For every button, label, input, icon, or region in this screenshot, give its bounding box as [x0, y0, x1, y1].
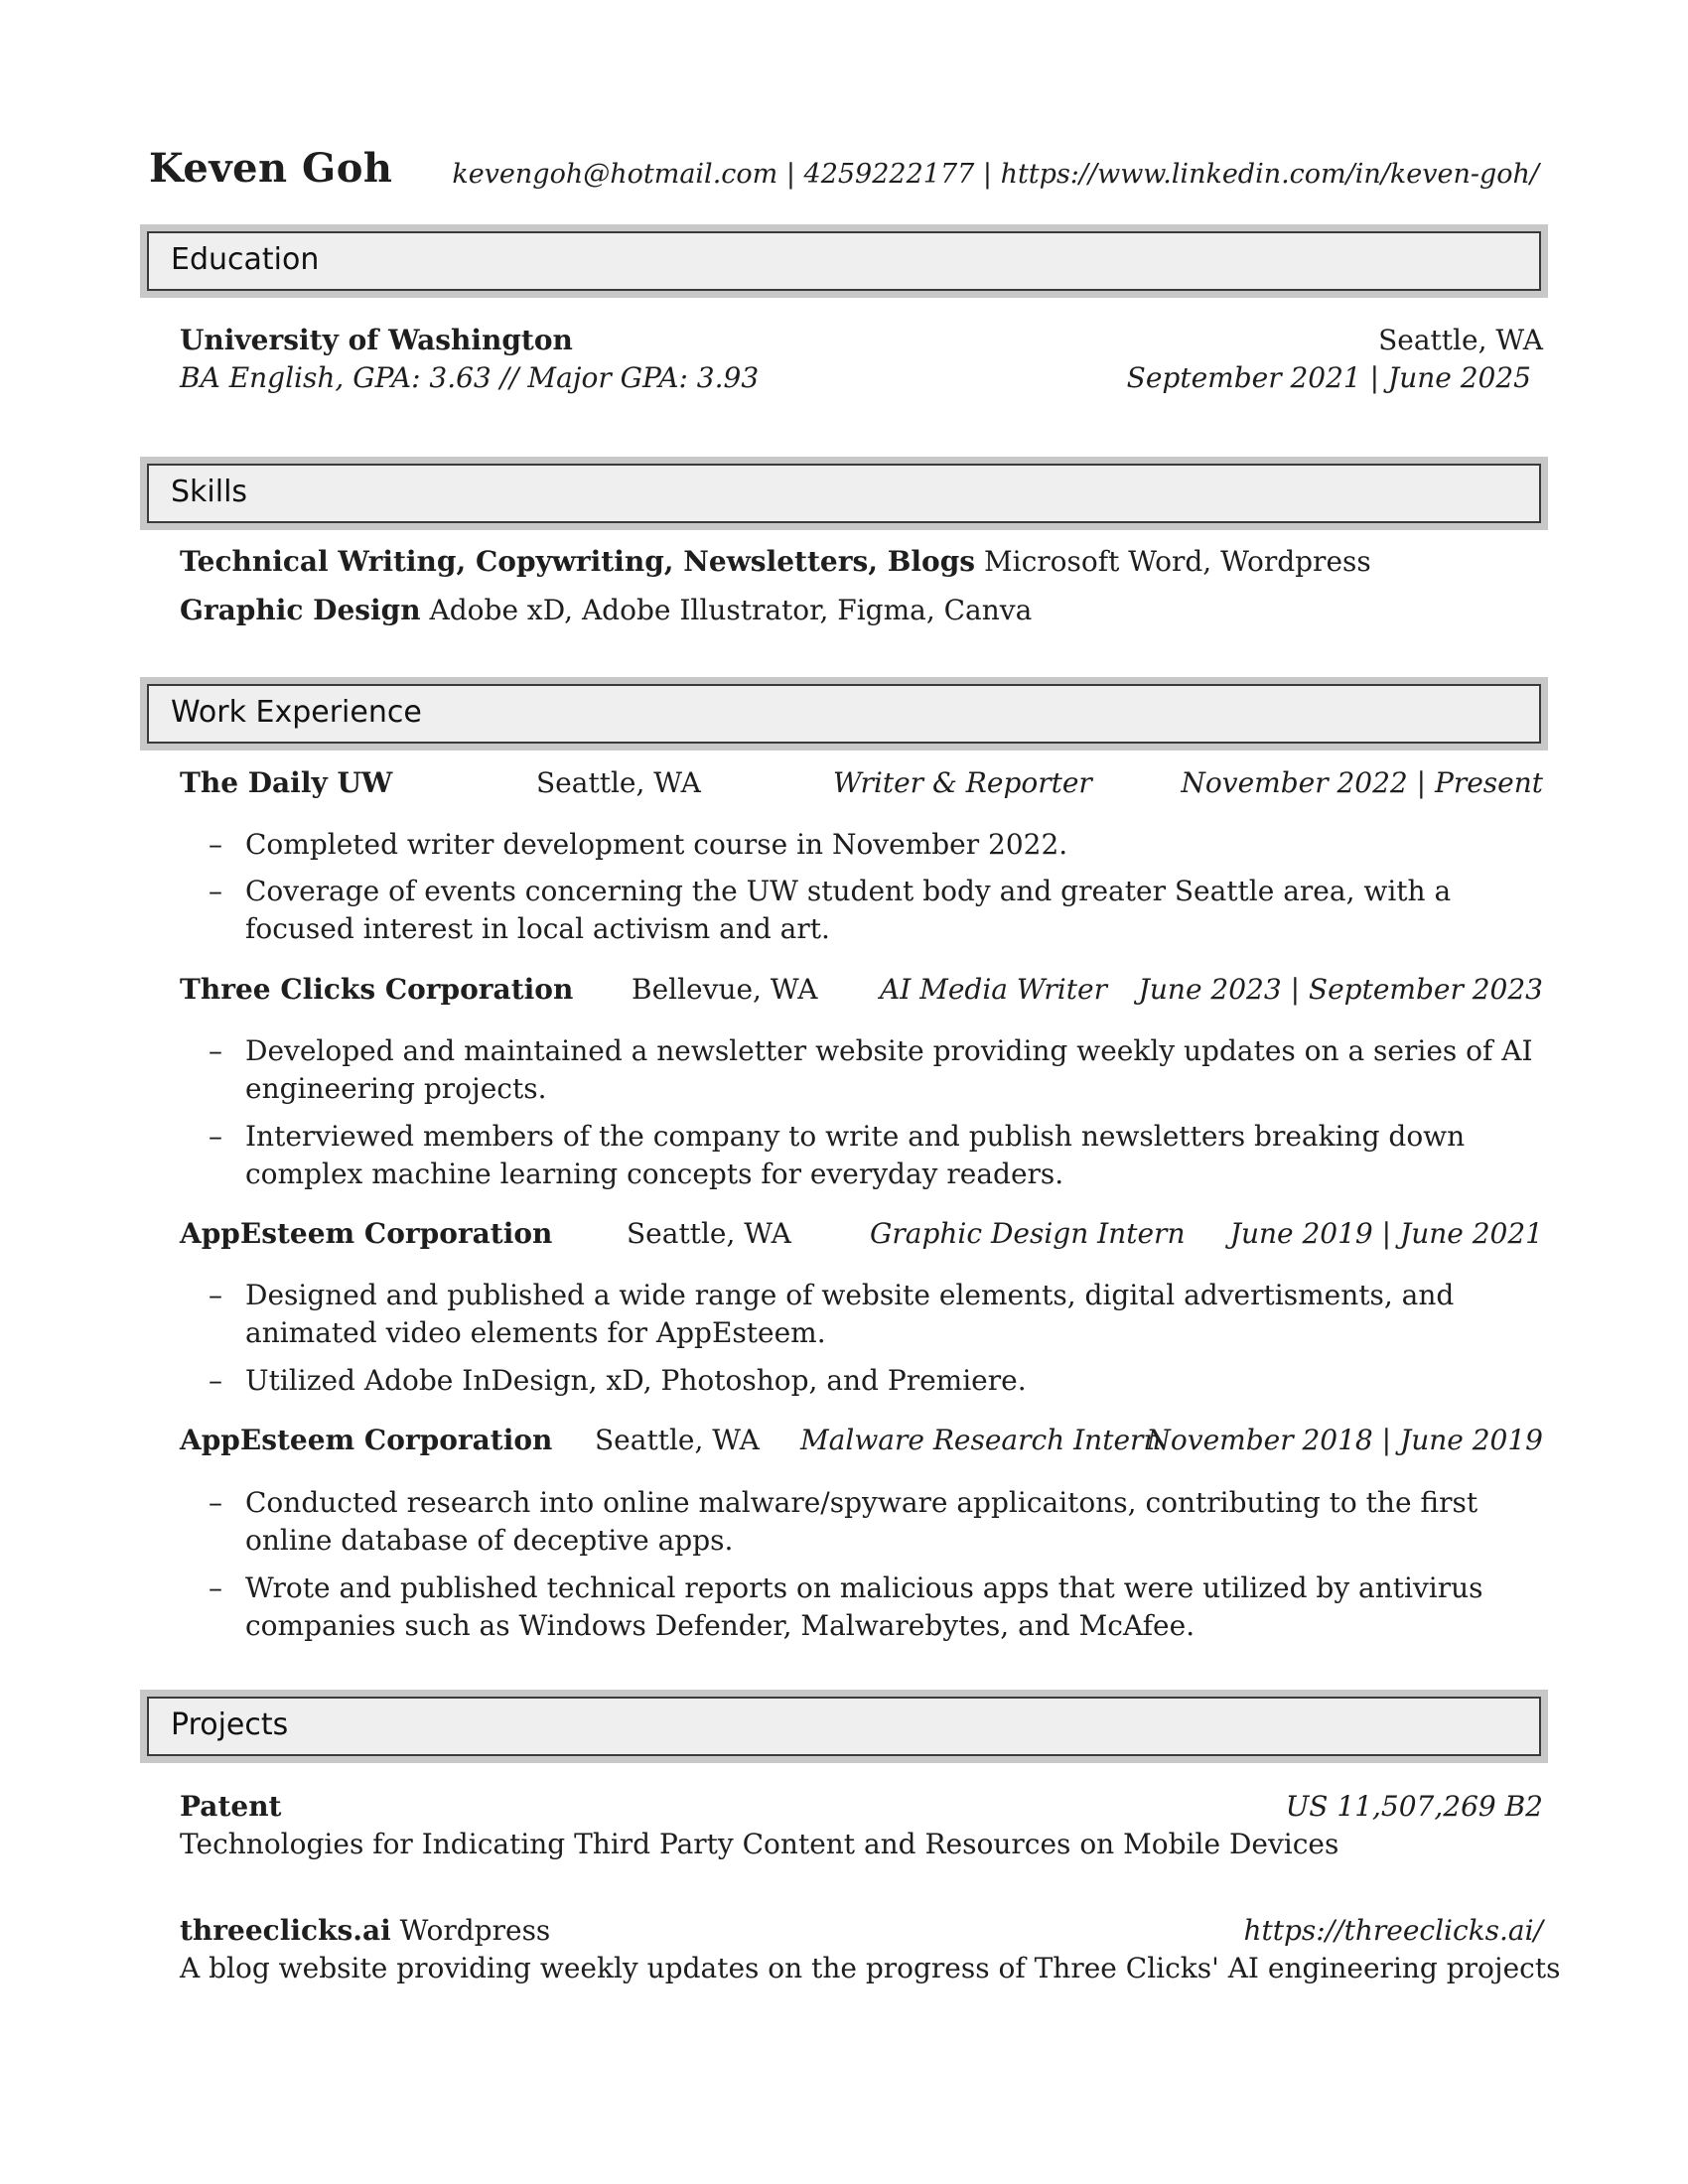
job-company: AppEsteem Corporation	[180, 1424, 553, 1456]
job-role: AI Media Writer	[880, 973, 1107, 1006]
dash-icon: –	[209, 1571, 222, 1604]
job-role: Graphic Design Intern	[870, 1217, 1186, 1250]
education-dates: September 2021 | June 2025	[1126, 361, 1531, 394]
dash-icon: –	[209, 875, 222, 907]
section-header-work	[140, 677, 1548, 751]
skill-value: Adobe xD, Adobe Illustrator, Figma, Canva	[429, 594, 1033, 626]
section-title: Work Experience	[171, 695, 422, 730]
job-role: Writer & Reporter	[833, 766, 1092, 799]
dash-icon: –	[209, 1486, 222, 1519]
section-title: Skills	[171, 475, 248, 509]
job-location: Seattle, WA	[536, 766, 701, 799]
job-company: The Daily UW	[180, 766, 393, 799]
project-desc: Technologies for Indicating Third Party Content and Resources on Mobile Devices	[180, 1828, 1339, 1860]
project-title-group	[180, 1914, 550, 1947]
section-title: Projects	[171, 1707, 289, 1742]
school-name: University of Washington	[180, 324, 573, 356]
section-title: Education	[171, 242, 320, 277]
project-desc: A blog website providing weekly updates on the progress of Three Clicks' AI engineering projects	[180, 1952, 1561, 1984]
skill-label: Technical Writing, Copywriting, Newsletters, Blogs	[180, 545, 976, 578]
project-link[interactable]: https://threeclicks.ai/	[1243, 1914, 1543, 1947]
dash-icon: –	[209, 1279, 222, 1311]
skill-label: Graphic Design	[180, 594, 421, 626]
job-company: AppEsteem Corporation	[180, 1217, 553, 1250]
school-location: Seattle, WA	[1378, 324, 1543, 356]
job-dates: November 2022 | Present	[1181, 766, 1543, 799]
job-location: Bellevue, WA	[632, 973, 818, 1006]
degree: BA English, GPA: 3.63 // Major GPA: 3.93	[180, 361, 760, 394]
job-location: Seattle, WA	[595, 1424, 760, 1456]
section-header-skills	[140, 457, 1548, 530]
skill-row	[180, 594, 1543, 626]
job-dates: June 2019 | June 2021	[1229, 1217, 1543, 1250]
job-dates: June 2023 | September 2023	[1138, 973, 1543, 1006]
resume-page: Keven Goh kevengoh@hotmail.com | 4259222177 | https://www.linkedin.com/in/keven-goh/ Education University of Washington Seattle, WA BA English, GPA: 3.63 // Major GPA: 3.93 September 2021 | June 2025 Skills Technical Writing, Copywriting, Newsletters, Blogs Microsoft Word, Wordpress Graphic Design Adobe xD, Adobe Illustrator, Figma, Canva Work Experience The Daily UW Seattle, WA Writer & Reporter November 2022 | Present – Completed writer development course in November 2022. – Coverage of events concerning the UW student body and greater Seattle area, with a focused interest in local activism and art. Three Clicks Corporation Bellevue, WA AI Media Writer June 2023 | September 2023 – Developed and maintained a newsletter website providing weekly updates on a series of AI engineering projects. – Interviewed members of the company to write and publish newsletters breaking down complex machine learning concepts for everyday readers. AppEsteem Corporation Seattle, WA Graphic Design Intern June 2019 | June 2021 – Designed and published a wide range of website elements, digital advertisments, and animated video elements for AppEsteem. – Utilized Adobe InDesign, xD, Photoshop, and Premiere. AppEsteem Corporation Seattle, WA Malware Research Intern November 2018 | June 2019 – Conducted research into online malware/spyware applicaitons, contributing to the first online database of deceptive apps. – Wrote and published technical reports on malicious apps that were utilized by antivirus companies such as Windows Defender, Malwarebytes, and McAfee. Projects Patent US 11,507,269 B2 Technologies for Indicating Third Party Content and Resources on Mobile Devices threeclicks.ai Wordpress https://threeclicks.ai/ A blog website providing weekly updates on the progress of Three Clicks' AI engineering projects	[0, 0, 1688, 2184]
job-company: Three Clicks Corporation	[180, 973, 574, 1006]
contact-line[interactable]: kevengoh@hotmail.com | 4259222177 | https://www.linkedin.com/in/keven-goh/	[452, 159, 1539, 190]
project-name: Patent	[180, 1790, 282, 1823]
project-ref: US 11,507,269 B2	[1285, 1790, 1543, 1823]
project-tech: Wordpress	[399, 1914, 551, 1947]
job-location: Seattle, WA	[627, 1217, 791, 1250]
dash-icon: –	[209, 1364, 222, 1397]
job-role: Malware Research Intern	[800, 1424, 1162, 1456]
section-header-education	[140, 224, 1548, 298]
skill-row	[180, 545, 1543, 578]
skill-value: Microsoft Word, Wordpress	[983, 545, 1371, 578]
project-name: threeclicks.ai	[180, 1914, 391, 1947]
dash-icon: –	[209, 828, 222, 861]
candidate-name: Keven Goh	[149, 145, 393, 192]
dash-icon: –	[209, 1034, 222, 1067]
section-header-projects	[140, 1690, 1548, 1763]
job-dates: November 2018 | June 2019	[1146, 1424, 1543, 1456]
dash-icon: –	[209, 1120, 222, 1153]
